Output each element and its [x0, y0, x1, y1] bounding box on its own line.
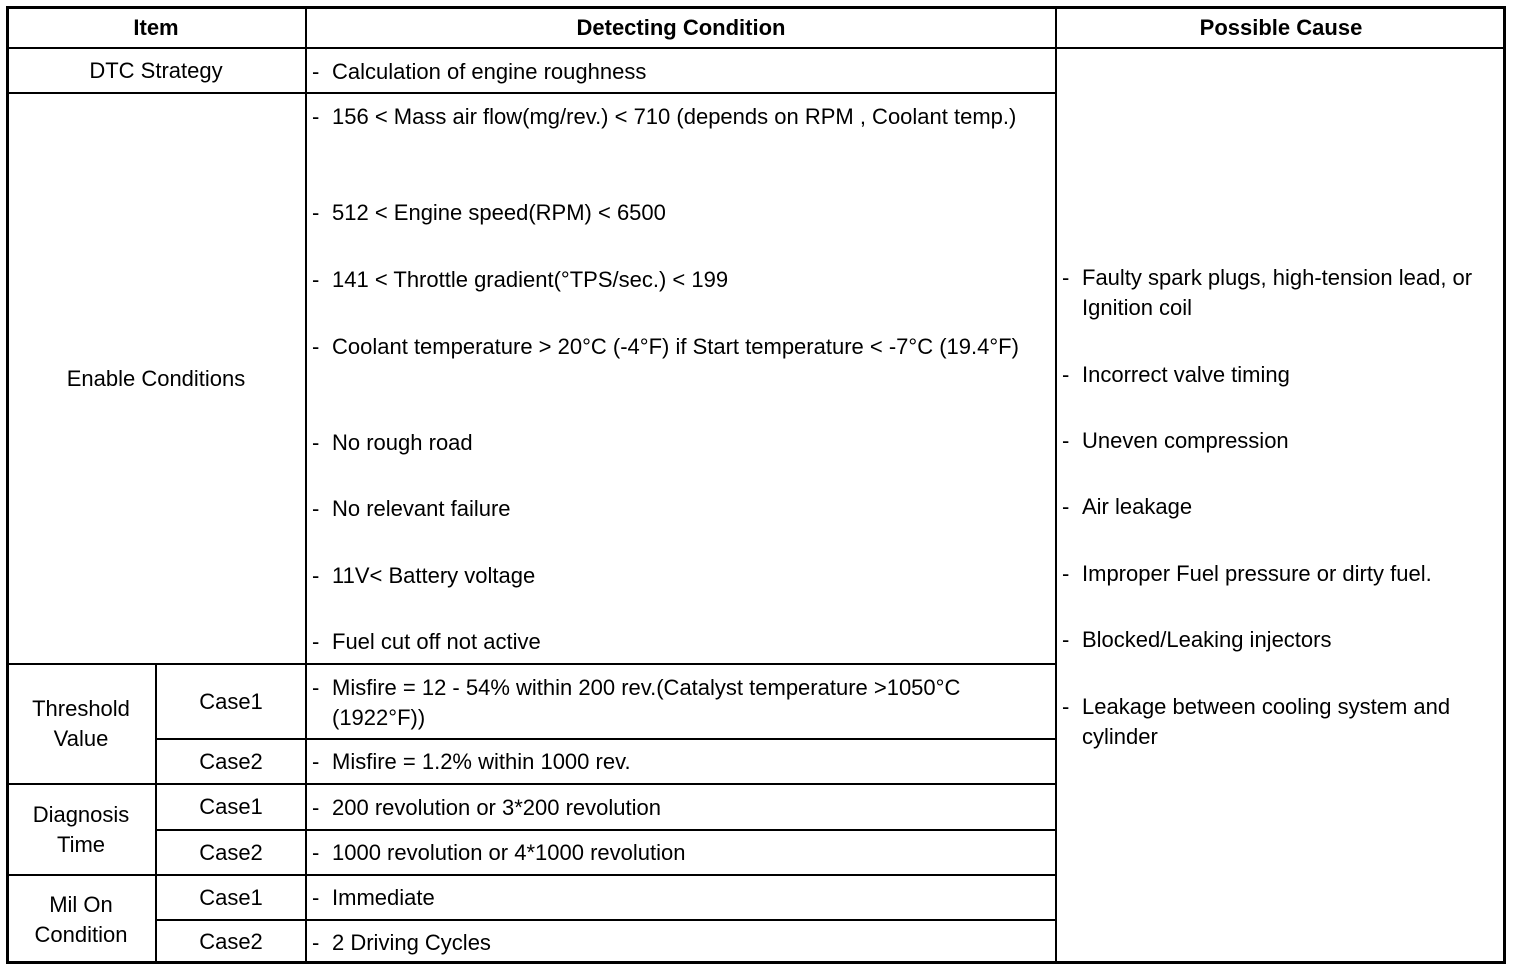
diagnosis-case1-label: Case1: [199, 793, 263, 819]
header-detecting-condition: Detecting Condition: [576, 15, 786, 40]
mil-case1-condition: - Immediate: [312, 885, 435, 910]
possible-cause-item: - Incorrect valve timing: [1062, 362, 1290, 387]
possible-cause-item: - Improper Fuel pressure or dirty fuel.: [1062, 561, 1432, 586]
diagnosis-case2-label: Case2: [199, 839, 263, 865]
enable-condition-item: - 141 < Throttle gradient(°TPS/sec.) < 199: [312, 267, 729, 292]
possible-cause-item: - Leakage between cooling system and cylinder: [1062, 694, 1451, 749]
dtc-strategy-label: DTC Strategy: [89, 57, 223, 83]
enable-condition-item: - 156 < Mass air flow(mg/rev.) < 710 (depends on RPM , Coolant temp.): [312, 104, 1017, 129]
possible-cause-item: - Blocked/Leaking injectors: [1062, 627, 1332, 652]
rule-condition-cause: [1055, 6, 1057, 964]
threshold-case1-condition: - Misfire = 12 - 54% within 200 rev.(Catalyst temperature >1050°C (1922°F)): [312, 675, 961, 730]
possible-cause-item: - Uneven compression: [1062, 428, 1289, 453]
mil-case1-label: Case1: [199, 884, 263, 910]
enable-condition-item: - Fuel cut off not active: [312, 629, 541, 654]
header-possible-cause: Possible Cause: [1199, 15, 1363, 40]
dtc-strategy-condition: - Calculation of engine roughness: [312, 59, 647, 84]
diagnosis-case2-condition: - 1000 revolution or 4*1000 revolution: [312, 840, 686, 865]
mil-case2-label: Case2: [199, 929, 263, 954]
enable-condition-item: - 11V< Battery voltage: [312, 563, 536, 588]
threshold-case2-label: Case2: [199, 748, 263, 774]
diagnosis-time-label: Diagnosis Time: [32, 801, 130, 857]
header-item: Item: [133, 15, 179, 40]
enable-condition-item: - No relevant failure: [312, 496, 511, 521]
enable-condition-item: - 512 < Engine speed(RPM) < 6500: [312, 200, 666, 225]
threshold-value-label: Threshold Value: [32, 696, 130, 751]
threshold-case1-label: Case1: [199, 688, 263, 714]
possible-cause-item: - Air leakage: [1062, 494, 1193, 519]
diagnosis-case1-condition: - 200 revolution or 3*200 revolution: [312, 795, 662, 820]
possible-cause-item: - Faulty spark plugs, high-tension lead, or Ignition coil: [1062, 265, 1473, 320]
mil-on-condition-label: Mil On Condition: [34, 891, 128, 947]
threshold-case2-condition: - Misfire = 1.2% within 1000 rev.: [312, 749, 631, 774]
enable-condition-item: - No rough road: [312, 430, 473, 455]
enable-conditions-label: Enable Conditions: [66, 365, 246, 391]
mil-case2-condition: - 2 Driving Cycles: [312, 930, 491, 955]
enable-condition-item: - Coolant temperature > 20°C (-4°F) if Start temperature < -7°C (19.4°F): [312, 334, 1019, 359]
